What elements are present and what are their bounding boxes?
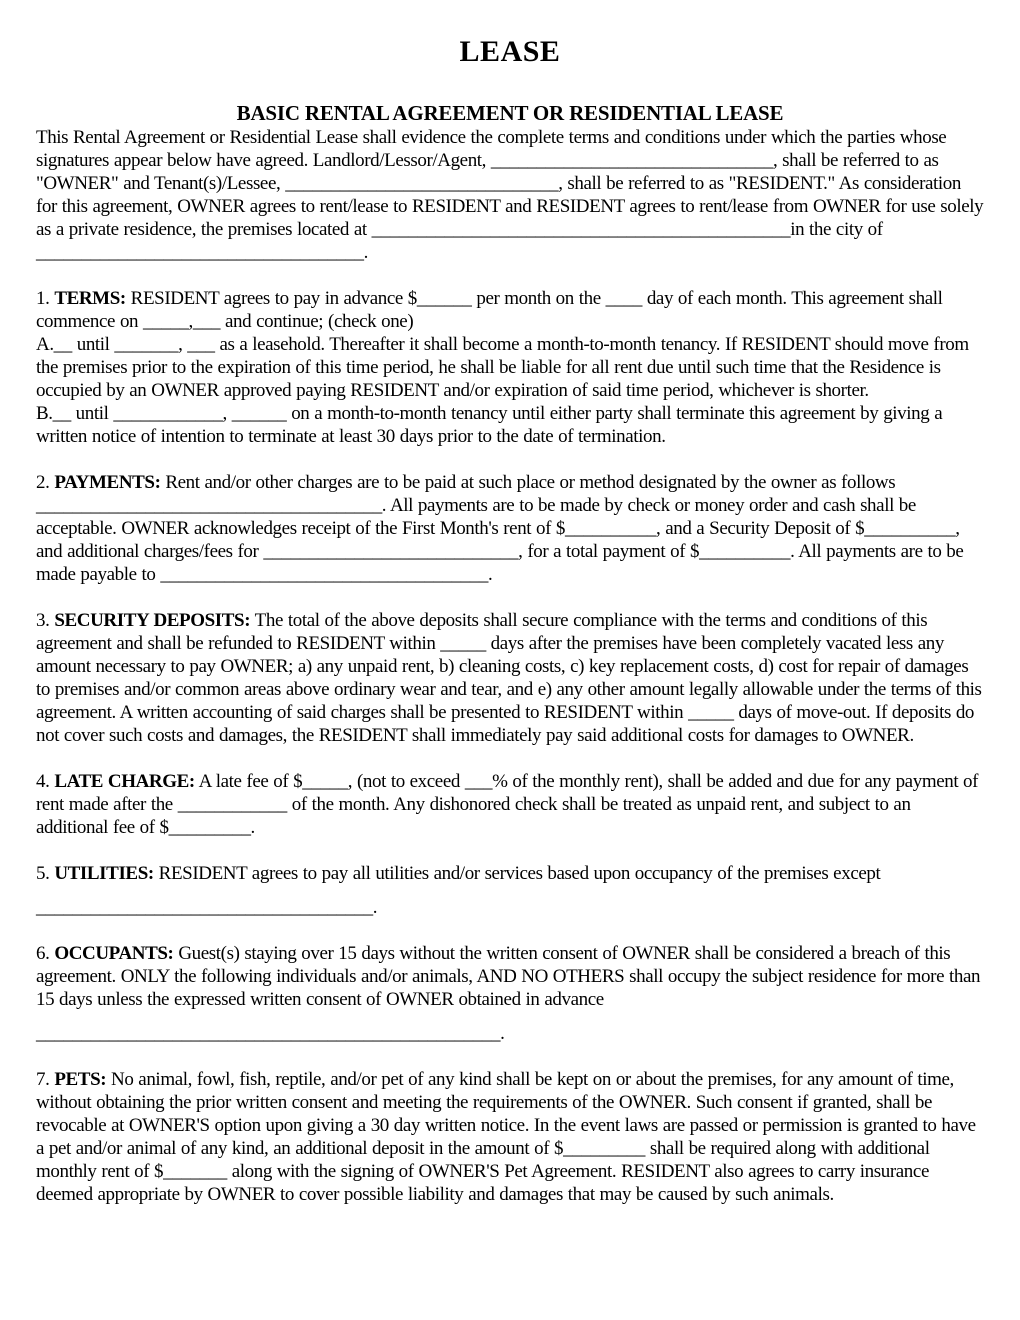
section-terms	[36, 287, 984, 448]
section-payments	[36, 471, 984, 586]
section-security-deposits	[36, 609, 984, 747]
clause-a-paragraph: A.__ until _______, ___ as a leasehold. Thereafter it shall become a month-to-month tenancy. If RESIDENT should move from the premises prior to the expiration of this time period, he shall be liable for all rent due until such time that the Residence is occupied by an OWNER approved paying RESIDENT and/or expiration of said time period, whichever is shorter.	[36, 334, 969, 401]
document-subtitle: BASIC RENTAL AGREEMENT OR RESIDENTIAL LEASE	[236, 101, 784, 125]
section-late-charge	[36, 770, 984, 839]
section-number: 7.	[36, 1069, 50, 1090]
section-body-text: No animal, fowl, fish, reptile, and/or pet of any kind shall be kept on or about the premises, for any amount of time, without obtaining the prior written consent and meeting the requirements of the OWNER. Such consent if granted, shall be revocable at OWNER'S option upon giving a 30 day written notice. In the event laws are passed or permission is granted to have a pet and/or animal of any kind, an additional deposit in the amount of $_________ shall be required along with additional monthly rent of $_______ along with the signing of OWNER'S Pet Agreement. RESIDENT also agrees to carry insurance deemed appropriate by OWNER to cover possible liability and damages that may be caused by such animals.	[36, 1069, 976, 1205]
section-heading: LATE CHARGE:	[54, 771, 195, 792]
section-heading: TERMS:	[54, 288, 126, 309]
section-number: 1.	[36, 288, 50, 309]
section-pets-lead-paragraph	[36, 1068, 984, 1206]
section-number: 2.	[36, 472, 50, 493]
section-heading: PAYMENTS:	[54, 472, 161, 493]
fill-in-blank-line: ___________________________________________________.	[36, 1023, 505, 1044]
section-body-text: RESIDENT agrees to pay all utilities and/or services based upon occupancy of the premises except	[158, 863, 881, 884]
section-number: 3.	[36, 610, 50, 631]
section-heading: UTILITIES:	[54, 863, 154, 884]
section-late-charge-lead-paragraph	[36, 770, 984, 839]
section-occupants	[36, 942, 984, 1045]
section-utilities	[36, 862, 984, 919]
section-number: 4.	[36, 771, 50, 792]
section-body-text: Guest(s) staying over 15 days without the written consent of OWNER shall be considered a breach of this agreement. ONLY the following individuals and/or animals, AND NO OTHERS shall occupy the subject residence for more than 15 days unless the expressed written consent of OWNER obtained in advance	[36, 943, 981, 1010]
section-heading: OCCUPANTS:	[54, 943, 174, 964]
document-title: LEASE	[459, 35, 561, 68]
intro-paragraph: This Rental Agreement or Residential Lease shall evidence the complete terms and conditions under which the parties whose signatures appear below have agreed. Landlord/Lessor/Agent, _______________________________, shall be referred to as "OWNER" and Tenant(s)/Lessee, ______________________________, shall be referred to as "RESIDENT." As consideration for this agreement, OWNER agrees to rent/lease to RESIDENT and RESIDENT agrees to rent/lease from OWNER for use solely as a private residence, the premises located at ______________________________________________in the city of ____________________________________.	[36, 127, 984, 263]
section-heading: SECURITY DEPOSITS:	[54, 610, 251, 631]
section-body-text: Rent and/or other charges are to be paid at such place or method designated by the owner as follows ______________________________________. All payments are to be made by check or money order and cash shall be acceptable. OWNER acknowledges receipt of the First Month's rent of $__________, and a Security Deposit of $__________, and additional charges/fees for ____________________________, for a total payment of $__________. All payments are to be made payable to ____________________________________.	[36, 472, 964, 585]
section-occupants-lead-paragraph	[36, 942, 984, 1011]
section-body-text: A late fee of $_____, (not to exceed ___% of the monthly rent), shall be added and due for any payment of rent made after the ____________ of the month. Any dishonored check shall be treated as unpaid rent, and subject to an additional fee of $_________.	[36, 771, 979, 838]
section-heading: PETS:	[54, 1069, 107, 1090]
section-number: 5.	[36, 863, 50, 884]
clause-b-paragraph: B.__ until ____________, ______ on a month-to-month tenancy until either party shall terminate this agreement by giving a written notice of intention to terminate at least 30 days prior to the date of termination.	[36, 403, 943, 447]
section-body-text: RESIDENT agrees to pay in advance $______ per month on the ____ day of each month. This agreement shall commence on _____,___ and continue; (check one)	[36, 288, 943, 332]
section-utilities-lead-paragraph	[36, 862, 984, 885]
section-payments-lead-paragraph	[36, 471, 984, 586]
section-security-deposits-lead-paragraph	[36, 609, 984, 747]
section-body-text: The total of the above deposits shall secure compliance with the terms and conditions of this agreement and shall be refunded to RESIDENT within _____ days after the premises have been completely vacated less any amount necessary to pay OWNER; a) any unpaid rent, b) cleaning costs, c) key replacement costs, d) cost for repair of damages to premises and/or common areas above ordinary wear and tear, and e) any other amount legally allowable under the terms of this agreement. A written accounting of said charges shall be presented to RESIDENT within _____ days of move-out. If deposits do not cover such costs and damages, the RESIDENT shall immediately pay said additional costs for damages to OWNER.	[36, 610, 982, 746]
fill-in-blank-line: _____________________________________.	[36, 897, 378, 918]
section-pets	[36, 1068, 984, 1206]
section-terms-lead-paragraph	[36, 287, 984, 333]
section-number: 6.	[36, 943, 50, 964]
